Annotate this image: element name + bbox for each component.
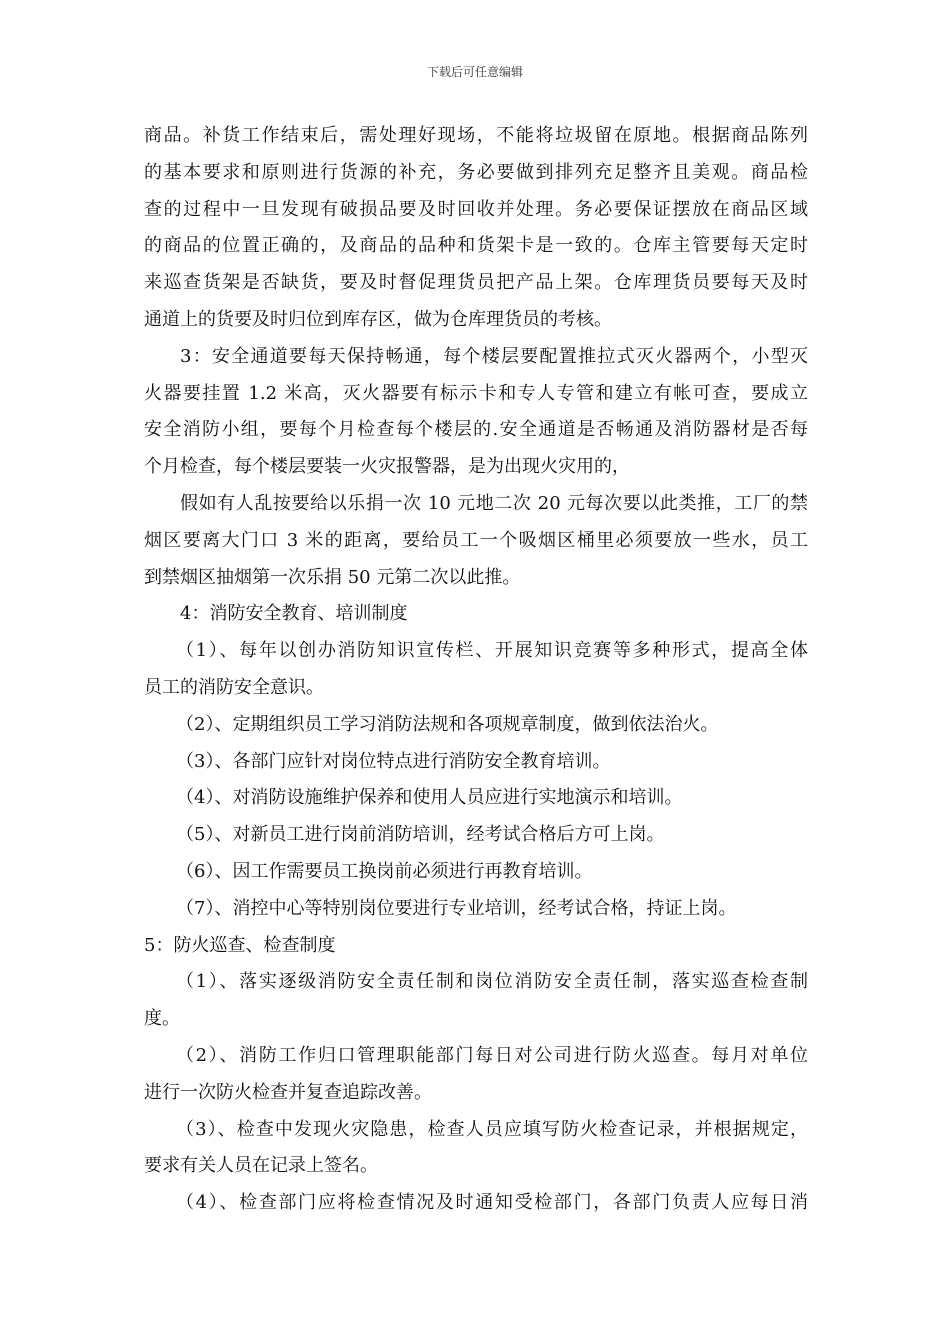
section-5-heading: 5：防火巡查、检查制度 bbox=[144, 934, 336, 956]
list-item: （7）、消控中心等特别岗位要进行专业培训，经考试合格，持证上岗。 bbox=[176, 897, 737, 919]
document-body bbox=[144, 118, 808, 1222]
list-item: （3）、各部门应针对岗位特点进行消防安全教育培训。 bbox=[176, 750, 611, 772]
text-line: 火器要挂置 1.2 米高，灭火器要有标示卡和专人专管和建立有帐可查，要成立 bbox=[144, 382, 808, 404]
text-line: 安全消防小组，要每个月检查每个楼层的.安全通道是否畅通及消防器材是否每 bbox=[144, 419, 808, 441]
text-line: 进行一次防火检查并复查追踪改善。 bbox=[144, 1081, 432, 1103]
text-line: 来巡查货架是否缺货，要及时督促理货员把产品上架。仓库理货员要每天及时 bbox=[144, 272, 808, 294]
list-item: （4）、对消防设施维护保养和使用人员应进行实地演示和培训。 bbox=[176, 787, 683, 809]
text-line: 烟区要离大门口 3 米的距离，要给员工一个吸烟区桶里必须要放一些水，员工 bbox=[144, 529, 808, 551]
text-line: 到禁烟区抽烟第一次乐捐 50 元第二次以此推。 bbox=[144, 566, 521, 588]
list-item: （2）、定期组织员工学习消防法规和各项规章制度，做到依法治火。 bbox=[176, 713, 719, 735]
list-item: （3）、检查中发现火灾隐患，检查人员应填写防火检查记录，并根据规定， bbox=[176, 1118, 808, 1140]
list-item: （1）、落实逐级消防安全责任制和岗位消防安全责任制，落实巡查检查制 bbox=[176, 971, 808, 993]
text-line: 要求有关人员在记录上签名。 bbox=[144, 1155, 378, 1177]
text-line: 个月检查，每个楼层要装一火灾报警器，是为出现火灾用的， bbox=[144, 456, 630, 478]
text-line: 查的过程中一旦发现有破损品要及时回收并处理。务必要保证摆放在商品区域 bbox=[144, 198, 808, 220]
list-item: （1）、每年以创办消防知识宣传栏、开展知识竞赛等多种形式，提高全体 bbox=[176, 640, 808, 662]
list-item: （4）、检查部门应将检查情况及时通知受检部门，各部门负责人应每日消 bbox=[176, 1192, 808, 1214]
list-item: （6）、因工作需要员工换岗前必须进行再教育培训。 bbox=[176, 860, 593, 882]
text-line: 的商品的位置正确的，及商品的品种和货架卡是一致的。仓库主管要每天定时 bbox=[144, 235, 808, 257]
section-4-heading: 4：消防安全教育、培训制度 bbox=[180, 603, 408, 625]
list-item: （5）、对新员工进行岗前消防培训，经考试合格后方可上岗。 bbox=[176, 824, 665, 846]
text-line: 的基本要求和原则进行货源的补充，务必要做到排列充足整齐且美观。商品检 bbox=[144, 161, 808, 183]
text-line: 度。 bbox=[144, 1008, 180, 1030]
text-line: 员工的消防安全意识。 bbox=[144, 676, 324, 698]
text-line: 通道上的货要及时归位到库存区，做为仓库理货员的考核。 bbox=[144, 308, 612, 330]
section-3-heading: 3：安全通道要每天保持畅通，每个楼层要配置推拉式灭火器两个，小型灭 bbox=[180, 345, 808, 367]
list-item: （2）、消防工作归口管理职能部门每日对公司进行防火巡查。每月对单位 bbox=[176, 1044, 808, 1066]
text-line: 商品。补货工作结束后，需处理好现场，不能将垃圾留在原地。根据商品陈列 bbox=[144, 125, 808, 146]
text-line: 假如有人乱按要给以乐捐一次 10 元地二次 20 元每次要以此类推，工厂的禁 bbox=[180, 492, 808, 514]
page-header: 下载后可任意编辑 bbox=[426, 65, 523, 79]
